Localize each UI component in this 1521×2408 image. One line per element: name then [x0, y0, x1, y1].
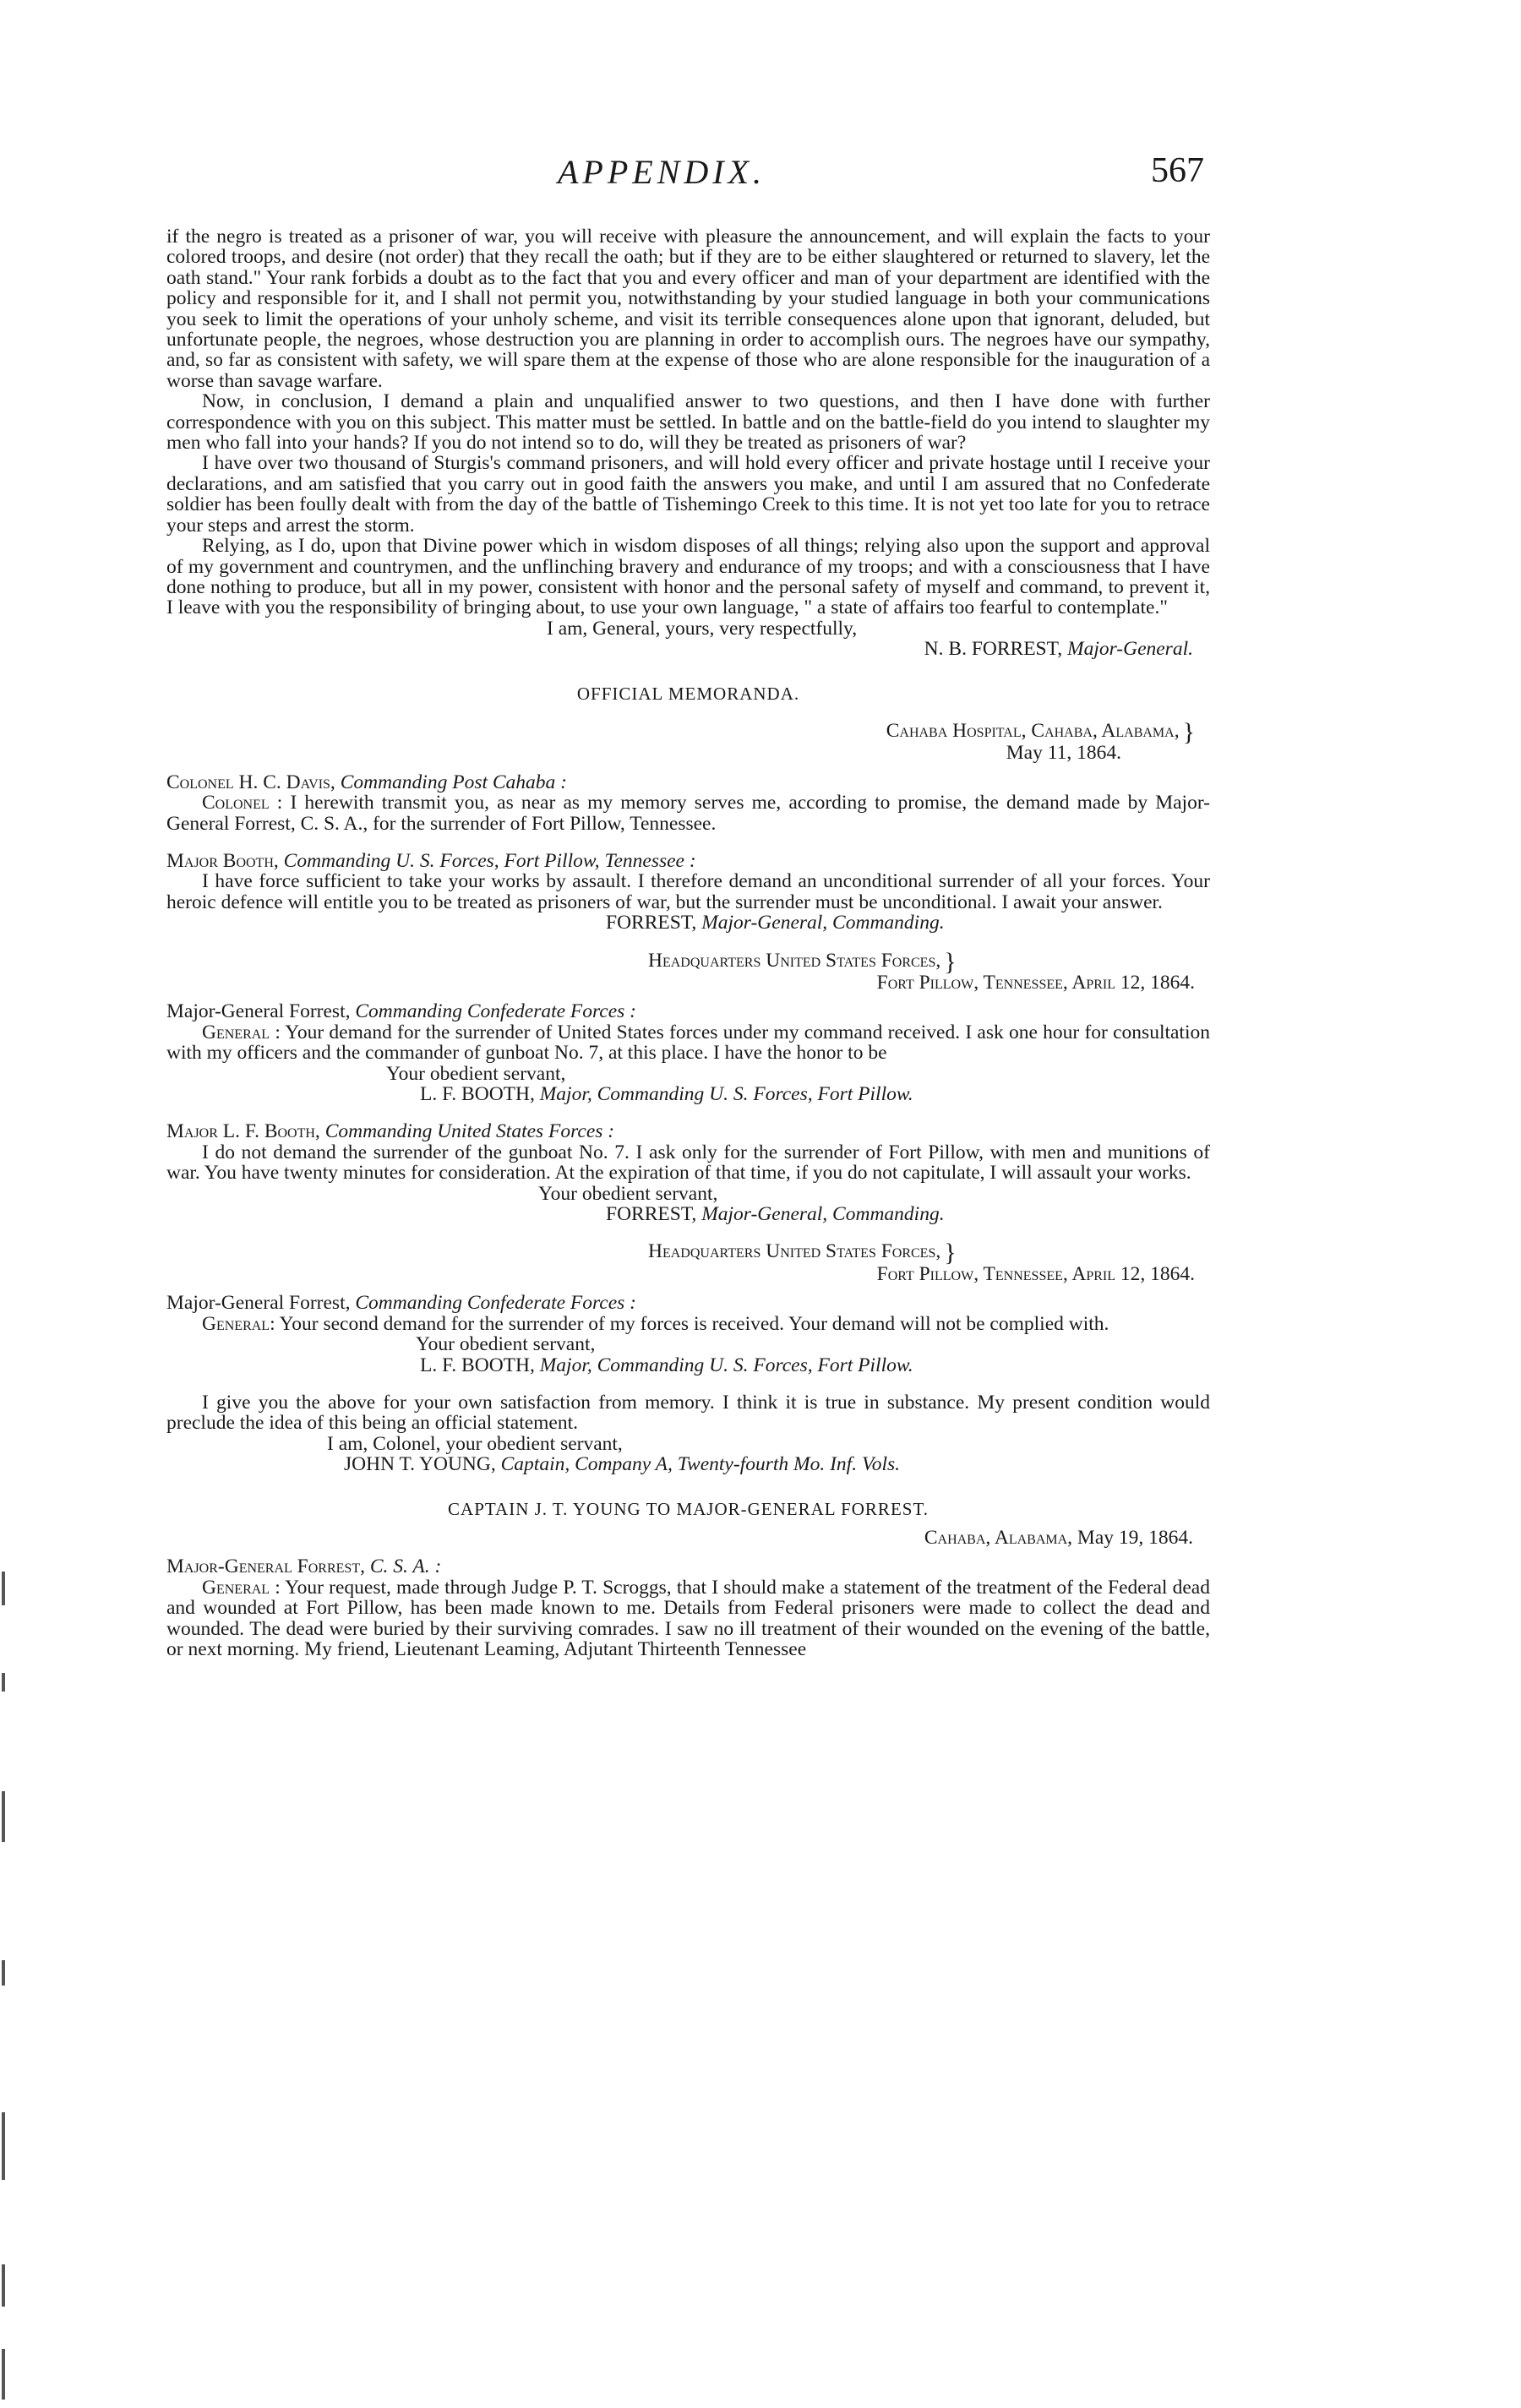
- memo-body-text: I herewith transmit you, as near as my memory serves me, according to promise, the demand made by Major-General Forrest, C. S. A., for the surrender of Fort Pillow, Tennessee.: [166, 792, 1210, 835]
- reply1-salutation: General :: [202, 1021, 281, 1043]
- young-note-signature-name: JOHN T. YOUNG,: [344, 1453, 496, 1476]
- letter1-signature: [166, 639, 1210, 659]
- reply2-addressee-name: Major-General Forrest,: [166, 1292, 351, 1315]
- letter2-addressee-name: Major-General Forrest,: [166, 1555, 365, 1578]
- demand1-signature: [166, 913, 1210, 933]
- memo-dateline: [166, 717, 1210, 746]
- brace-mark: }: [1182, 717, 1195, 746]
- young-note-signature: [166, 1454, 1210, 1474]
- letter2-addressee-role: C. S. A. :: [369, 1555, 442, 1578]
- demand1-addressee-role: Commanding U. S. Forces, Fort Pillow, Tennessee :: [283, 849, 696, 872]
- demand2-addressee-name: Major L. F. Booth,: [166, 1120, 320, 1143]
- reply1-signature-name: L. F. BOOTH,: [420, 1083, 535, 1106]
- letter1-paragraph-3: I have over two thousand of Sturgis's command prisoners, and will hold every officer and private hostage until I receive your declarations, and am satisfied that you carry out in good faith the answers you make, and until I am assured that no Confederate soldier has been foully dealt with from the day of the battle of Tishemingo Creek to this time. It is not yet too late for you to retrace your steps and arrest the storm.: [166, 452, 1210, 537]
- memo-addressee: [166, 772, 1210, 793]
- reply1-place2: Fort Pillow, Tennessee, April 12, 1864.: [876, 972, 1195, 994]
- reply1-body: [166, 1022, 1210, 1064]
- letter1-signature-name: N. B. FORREST,: [924, 638, 1063, 661]
- reply2-signature-title: Major, Commanding U. S. Forces, Fort Pillow.: [539, 1354, 913, 1376]
- page-number: 567: [1151, 151, 1204, 190]
- reply2-body-text: Your second demand for the surrender of my forces is received. Your demand will not be complied with.: [279, 1312, 1109, 1335]
- memo-salutation: Colonel :: [202, 792, 283, 814]
- letter1-paragraph-1: if the negro is treated as a prisoner of war, you will receive with pleasure the announcement, and will explain the facts to your colored troops, and desire (not order) that they recall the oath; but if they are to be either slaughtered or returned to slavery, let the oath stand." Your rank forbids a doubt as to the fact that you and every officer and man of your department are identified with the policy and responsible for it, and I shall not permit you, notwithstanding by your studied language in both your communications you seek to limit the operations of your unholy scheme, and visit its terrible consequences alone upon that ignorant, deluded, but unfortunate people, the negroes, whose destruction you are planning in order to accomplish ours. The negroes have our sympathy, and, so far as consistent with safety, we will spare them at the expense of those who are alone responsible for the inauguration of a worse than savage warfare.: [166, 226, 1210, 392]
- page-edge-marks: [0, 1521, 12, 2408]
- reply2-signature: [166, 1355, 1210, 1376]
- letter1-signature-title: Major-General.: [1067, 638, 1193, 661]
- demand1-body: I have force sufficient to take your works by assault. I therefore demand an unconditional surrender of all your forces. Your heroic defence will entitle you to be treated as prisoners of war, but the surrender must be unconditional. I await your answer.: [166, 870, 1210, 913]
- reply1-place-line1: Headquarters United States Forces,: [648, 949, 941, 972]
- reply1-addressee: [166, 1001, 1210, 1021]
- reply1-signature: [166, 1084, 1210, 1104]
- reply1-place: [166, 947, 1210, 976]
- memo-body: [166, 793, 1210, 834]
- demand2-servant: Your obedient servant,: [538, 1182, 718, 1205]
- reply2-place-line1: Headquarters United States Forces,: [648, 1240, 941, 1263]
- reply2-signature-name: L. F. BOOTH,: [420, 1354, 535, 1376]
- page-header: [0, 152, 1521, 211]
- demand2-addressee-role: Commanding United States Forces :: [324, 1120, 615, 1143]
- reply2-addressee: [166, 1293, 1210, 1313]
- brace-mark: }: [944, 1239, 957, 1267]
- demand1-signature-name: FORREST,: [606, 912, 697, 934]
- reply1-signature-title: Major, Commanding U. S. Forces, Fort Pillow.: [539, 1083, 913, 1106]
- page-body: [166, 226, 1210, 1659]
- running-head: APPENDIX.: [558, 153, 766, 191]
- brace-mark: }: [944, 947, 957, 976]
- reply2-body: [166, 1314, 1210, 1334]
- letter2-place: Cahaba, Alabama,: [924, 1526, 1073, 1549]
- young-note-closing: I am, Colonel, your obedient servant,: [327, 1432, 623, 1455]
- young-note-signature-title: Captain, Company A, Twenty-fourth Mo. Inf. Vols.: [500, 1453, 900, 1476]
- letter1-paragraph-4: Relying, as I do, upon that Divine power which in wisdom disposes of all things; relying also upon the support and approval of my government and countrymen, and the unflinching bravery and endurance of my troops; and with a consciousness that I have done nothing to produce, but all in my power, consistent with honor and the personal safety of myself and command, to prevent it, I leave with you the responsibility of bringing about, to use your own language, " a state of affairs too fearful to contemplate.": [166, 535, 1210, 619]
- reply2-place-line2: [166, 1264, 1210, 1284]
- letter1-closing: I am, General, yours, very respectfully,: [547, 617, 858, 640]
- reply1-addressee-role: Commanding Confederate Forces :: [355, 1000, 637, 1023]
- letter2-body: [166, 1577, 1210, 1660]
- letter2-date: May 19, 1864.: [1077, 1526, 1193, 1549]
- reply1-addressee-name: Major-General Forrest,: [166, 1000, 351, 1023]
- demand2-signature-name: FORREST,: [606, 1203, 697, 1226]
- reply1-body-text: Your demand for the surrender of United States forces under my command received. I ask one hour for consultation with my officers and the commander of gunboat No. 7, at this place. I have the honor to be: [166, 1021, 1210, 1065]
- young-note-body: I give you the above for your own satisfaction from memory. I think it is true in substance. My present condition would preclude the idea of this being an official statement.: [166, 1391, 1210, 1435]
- demand1-addressee: [166, 851, 1210, 871]
- demand2-signature: [166, 1204, 1210, 1224]
- reply2-place: [166, 1239, 1210, 1267]
- demand2-body: I do not demand the surrender of the gunboat No. 7. I ask only for the surrender of Fort Pillow, with men and munitions of war. You have twenty minutes for consideration. At the expiration of that time, if you do not capitulate, I will assault your works.: [166, 1141, 1210, 1185]
- memo-addressee-name: Colonel H. C. Davis,: [166, 771, 335, 793]
- letter2-dateline: [166, 1528, 1210, 1548]
- reply2-salutation: General:: [202, 1312, 275, 1335]
- memo-place: Cahaba Hospital, Cahaba, Alabama,: [886, 719, 1180, 742]
- demand1-signature-title: Major-General, Commanding.: [701, 912, 945, 934]
- memo-addressee-role: Commanding Post Cahaba :: [340, 771, 567, 793]
- memo-date: May 11, 1864.: [1006, 742, 1121, 765]
- letter2-heading: CAPTAIN J. T. YOUNG TO MAJOR-GENERAL FORREST.: [448, 1498, 929, 1519]
- letter2-body-text: Your request, made through Judge P. T. Scroggs, that I should make a statement of the treatment of the Federal dead and wounded at Fort Pillow, has been made known to me. Details from Federal prisoners were made to collect the dead and wounded. The dead were buried by their surviving comrades. I saw no ill treatment of their wounded on the evening of the battle, or next morning. My friend, Lieutenant Leaming, Adjutant Thirteenth Tennessee: [166, 1576, 1210, 1660]
- demand2-addressee: [166, 1121, 1210, 1141]
- memo-heading: OFFICIAL MEMORANDA.: [576, 683, 800, 704]
- reply1-place-line2: [166, 972, 1210, 993]
- reply2-servant: Your obedient servant,: [416, 1333, 596, 1356]
- letter2-addressee: [166, 1556, 1210, 1577]
- letter2-salutation: General :: [202, 1576, 281, 1599]
- reply1-servant: Your obedient servant,: [386, 1062, 566, 1085]
- reply2-place2: Fort Pillow, Tennessee, April 12, 1864.: [876, 1262, 1195, 1285]
- reply2-addressee-role: Commanding Confederate Forces :: [355, 1292, 637, 1315]
- letter1-paragraph-2: Now, in conclusion, I demand a plain and unqualified answer to two questions, and then I have done with further correspondence with you on this subject. This matter must be settled. In battle and on the battle-field do you intend to slaughter my men who fall into your hands? If you do not intend so to do, will they be treated as prisoners of war?: [166, 390, 1210, 455]
- demand2-signature-title: Major-General, Commanding.: [701, 1203, 945, 1226]
- demand1-addressee-name: Major Booth,: [166, 849, 279, 872]
